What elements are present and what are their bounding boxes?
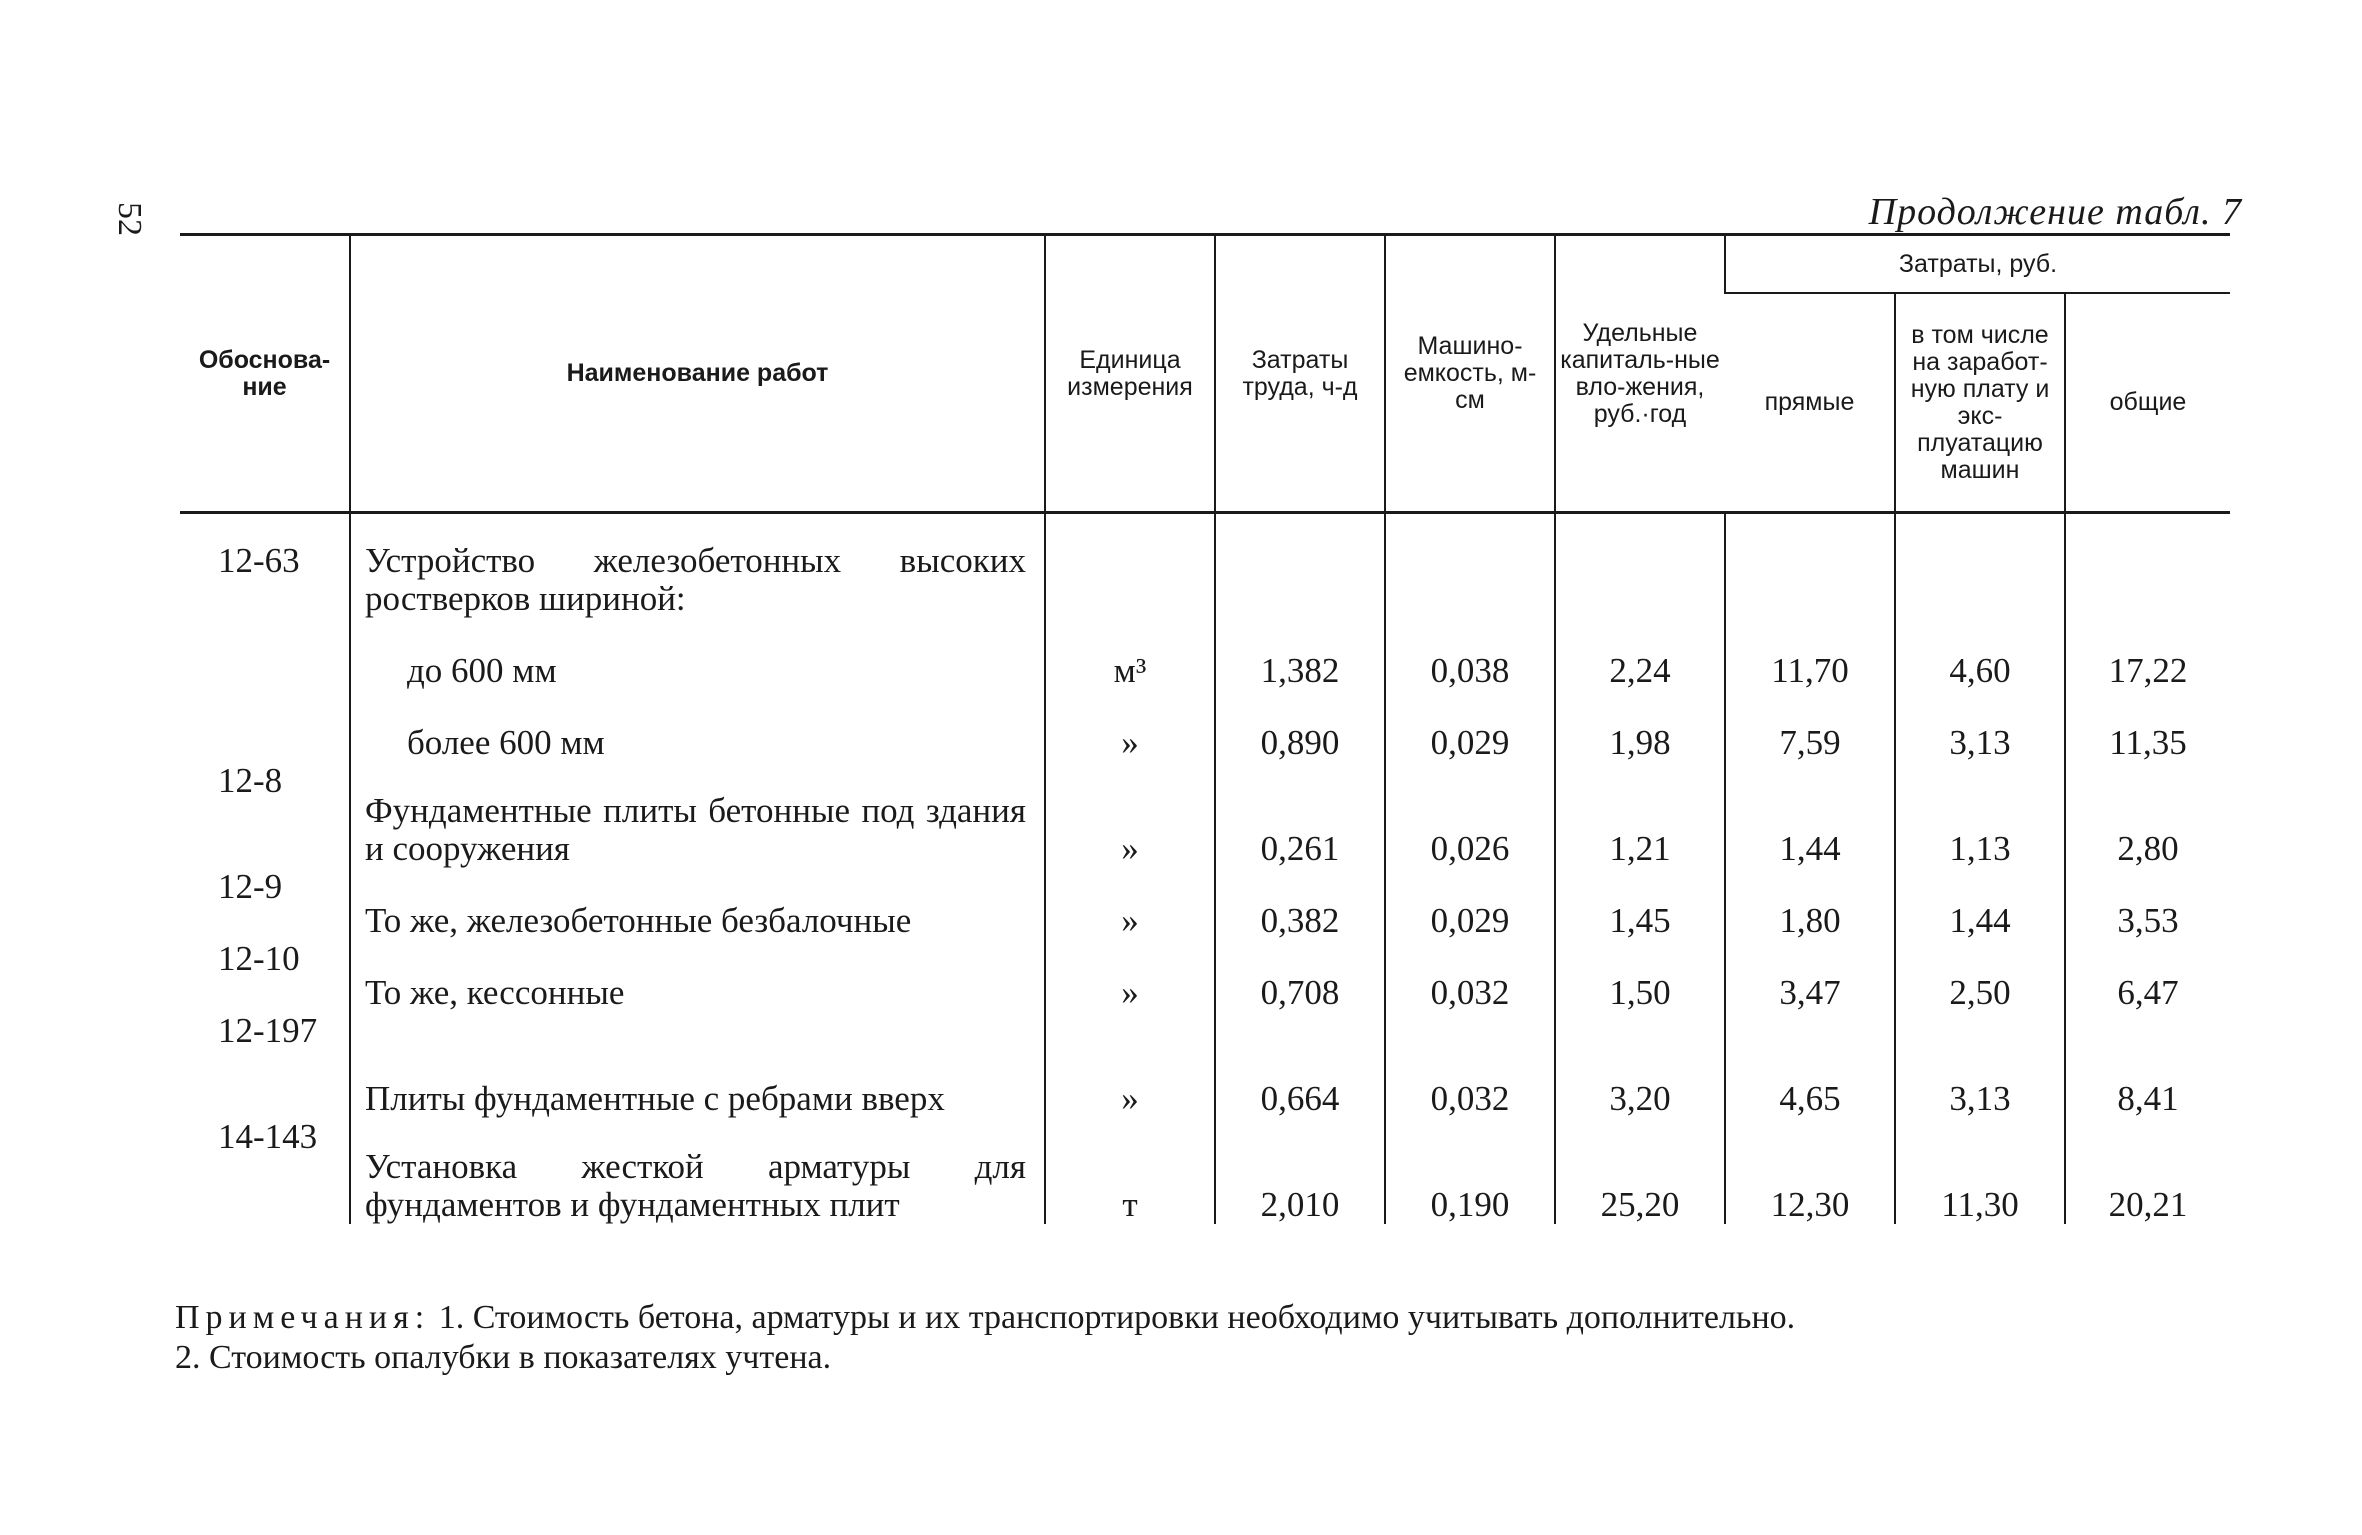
cell-labor: 0,708 (1215, 940, 1385, 1012)
cell-capital (1555, 513, 1725, 619)
cell-name: Плиты фундаментные с ребрами вверх (350, 1012, 1045, 1118)
cell-capital: 1,50 (1555, 940, 1725, 1012)
cell-wages: 1,44 (1895, 868, 2065, 940)
header-labor: Затраты труда, ч-д (1215, 235, 1385, 513)
cell-machine: 0,032 (1385, 940, 1555, 1012)
cell-name: Устройство железобетонных высоких ростверков шириной: (350, 513, 1045, 619)
table-row (180, 940, 2230, 1012)
cell-total: 3,53 (2065, 868, 2230, 940)
cell-capital: 1,45 (1555, 868, 1725, 940)
table-row (180, 1012, 2230, 1118)
cell-wages: 2,50 (1895, 940, 2065, 1012)
cell-name: более 600 мм (350, 690, 1045, 762)
cell-wages: 3,13 (1895, 690, 2065, 762)
cell-basis (180, 690, 350, 762)
cell-total: 17,22 (2065, 618, 2230, 690)
cell-labor: 0,261 (1215, 762, 1385, 868)
header-direct: прямые (1725, 293, 1895, 513)
cell-labor: 1,382 (1215, 618, 1385, 690)
cell-machine: 0,029 (1385, 868, 1555, 940)
cell-direct: 12,30 (1725, 1118, 1895, 1224)
cell-capital: 1,98 (1555, 690, 1725, 762)
cell-wages (1895, 513, 2065, 619)
page-number: 52 (111, 202, 148, 236)
cell-unit: м³ (1045, 618, 1215, 690)
header-machine: Машино-емкость, м-см (1385, 235, 1555, 513)
cell-name: То же, железобетонные безбалочные (350, 868, 1045, 940)
cell-capital: 2,24 (1555, 618, 1725, 690)
cell-basis: 12-8 (218, 761, 283, 800)
table-row (180, 868, 2230, 940)
cell-machine: 0,190 (1385, 1118, 1555, 1224)
cell-unit: т (1045, 1118, 1215, 1224)
cell-direct: 1,44 (1725, 762, 1895, 868)
cell-name: до 600 мм (350, 618, 1045, 690)
cell-name: Установка жесткой арматуры для фундаментов и фундаментных плит (350, 1118, 1045, 1224)
cell-total (2065, 513, 2230, 619)
cell-name: Фундаментные плиты бетонные под здания и сооружения (350, 762, 1045, 868)
cell-total: 8,41 (2065, 1012, 2230, 1118)
cell-wages: 3,13 (1895, 1012, 2065, 1118)
cell-unit: » (1045, 940, 1215, 1012)
cell-basis: 12-63 (218, 541, 300, 580)
header-capital: Удельные капиталь-ные вло-жения, руб.·год (1555, 235, 1725, 513)
table-row (180, 762, 2230, 868)
table-row (180, 618, 2230, 690)
cell-machine: 0,032 (1385, 1012, 1555, 1118)
cell-unit: » (1045, 868, 1215, 940)
cell-unit: » (1045, 1012, 1215, 1118)
note-2: 2. Стоимость опалубки в показателях учтена. (175, 1339, 832, 1376)
table-row (180, 690, 2230, 762)
cell-basis: 12-10 (218, 939, 300, 978)
cell-labor: 0,664 (1215, 1012, 1385, 1118)
cell-basis: 14-143 (218, 1117, 318, 1156)
table-notes (175, 1298, 2225, 1378)
cell-unit (1045, 513, 1215, 619)
header-costs-group: Затраты, руб. (1725, 235, 2230, 294)
cell-total: 2,80 (2065, 762, 2230, 868)
cell-direct: 4,65 (1725, 1012, 1895, 1118)
cost-table (180, 233, 2230, 1224)
cell-unit: » (1045, 690, 1215, 762)
table-row (180, 1118, 2230, 1224)
cell-labor: 2,010 (1215, 1118, 1385, 1224)
cell-direct: 3,47 (1725, 940, 1895, 1012)
cell-unit: » (1045, 762, 1215, 868)
cell-labor: 0,890 (1215, 690, 1385, 762)
cell-total: 6,47 (2065, 940, 2230, 1012)
cell-name: То же, кессонные (350, 940, 1045, 1012)
notes-label: Примечания: (175, 1299, 431, 1336)
table-row (180, 513, 2230, 619)
note-1: 1. Стоимость бетона, арматуры и их транспортировки необходимо учитывать дополнительно. (430, 1299, 1796, 1336)
cell-capital: 1,21 (1555, 762, 1725, 868)
cell-machine: 0,029 (1385, 690, 1555, 762)
cell-labor (1215, 513, 1385, 619)
cell-capital: 25,20 (1555, 1118, 1725, 1224)
cell-total: 20,21 (2065, 1118, 2230, 1224)
header-unit: Единица измерения (1045, 235, 1215, 513)
cell-direct: 1,80 (1725, 868, 1895, 940)
cell-machine: 0,038 (1385, 618, 1555, 690)
header-incl-wages: в том числе на заработ-ную плату и экс-плуатацию машин (1895, 293, 2065, 513)
cell-direct: 11,70 (1725, 618, 1895, 690)
cell-direct (1725, 513, 1895, 619)
cell-wages: 11,30 (1895, 1118, 2065, 1224)
header-total: общие (2065, 293, 2230, 513)
cell-machine: 0,026 (1385, 762, 1555, 868)
cell-basis: 12-197 (218, 1011, 318, 1050)
cell-machine (1385, 513, 1555, 619)
cell-wages: 1,13 (1895, 762, 2065, 868)
cell-capital: 3,20 (1555, 1012, 1725, 1118)
cell-direct: 7,59 (1725, 690, 1895, 762)
cell-basis: 12-9 (218, 867, 283, 906)
header-name: Наименование работ (350, 235, 1045, 513)
cell-basis (180, 618, 350, 690)
header-basis: Обоснова-ние (180, 235, 350, 513)
cell-labor: 0,382 (1215, 868, 1385, 940)
cell-wages: 4,60 (1895, 618, 2065, 690)
cell-total: 11,35 (2065, 690, 2230, 762)
table-continuation-title: Продолжение табл. 7 (1868, 191, 2242, 233)
